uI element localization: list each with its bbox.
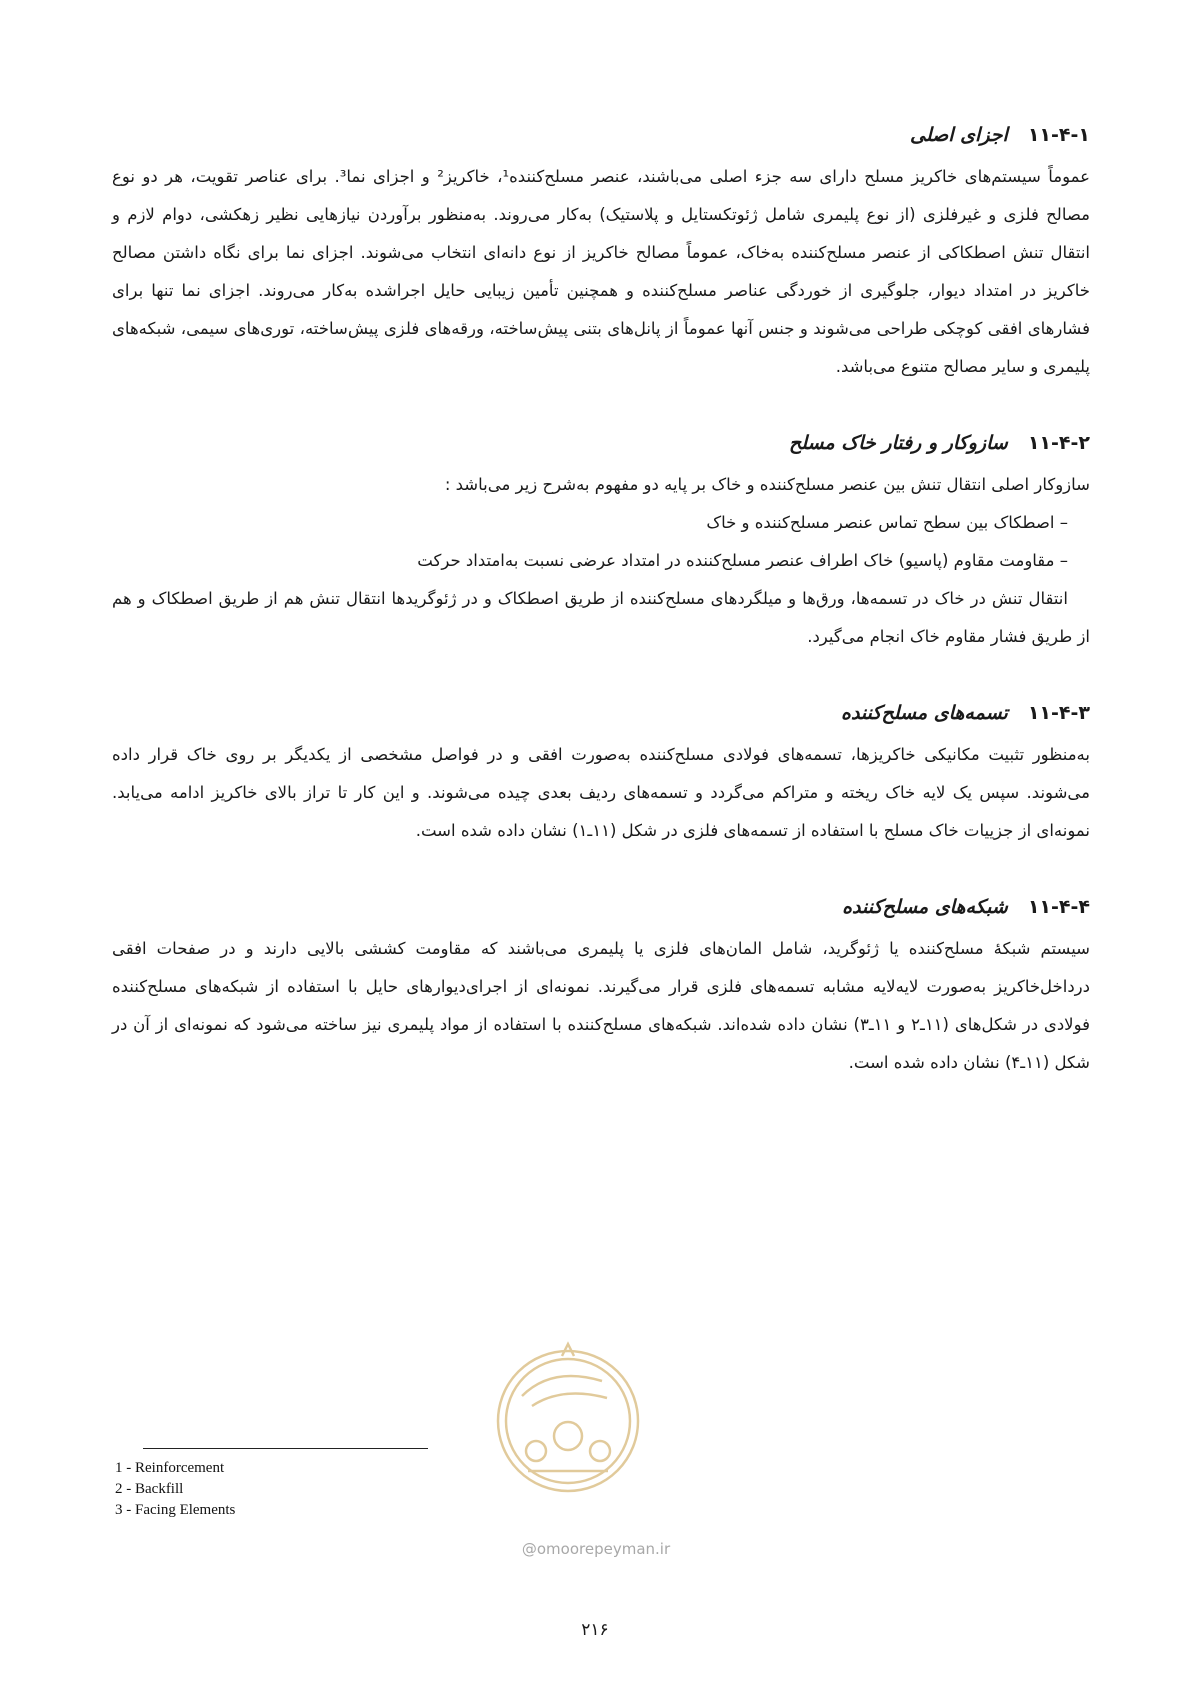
section-number: ۱۱-۴-۱ [1027,124,1090,146]
watermark-logo-icon [492,1326,644,1516]
section-heading [112,890,1090,924]
paragraph: سیستم شبکهٔ مسلح‌کننده یا ژئوگرید، شامل المان‌های فلزی یا پلیمری می‌باشند که مقاومت کششی بالایی دارند و در صفحات افقی درداخل‌خاکریز به‌صورت لایه‌لایه مشابه تسمه‌های فلزی قرار می‌گیرند. نمونه‌ای از اجرای‌دیوارهای حایل با استفاده از شبکه‌های مسلح‌کننده فولادی در شکل‌های (۱۱ـ۲ و ۱۱ـ۳) نشان داده شده‌اند. شبکه‌های مسلح‌کننده با استفاده از مواد پلیمری نیز ساخته می‌شود که نمونه‌ای از آن در شکل (۱۱ـ۴) نشان داده شده است. [112,939,1090,1072]
list-item: – مقاومت مقاوم (پاسیو) خاک اطراف عنصر مسلح‌کننده در امتداد عرضی نسبت به‌امتداد حرکت [417,551,1068,570]
section-reinforcing-grids [112,890,1090,1082]
paragraph-intro: سازوکار اصلی انتقال تنش بین عنصر مسلح‌کننده و خاک بر پایه دو مفهوم به‌شرح زیر می‌باشد : [444,475,1090,494]
section-heading [112,118,1090,152]
footnote-item: 3 - Facing Elements [115,1502,236,1518]
main-content [112,118,1090,1122]
footnotes [115,1458,235,1521]
watermark-caption: @omoorepeyman.ir [521,1540,671,1558]
section-title: اجزای اصلی [910,124,1008,146]
page-number: ۲۱۶ [581,1620,609,1640]
section-number: ۱۱-۴-۲ [1027,432,1090,454]
section-main-components [112,118,1090,386]
footnote-item: 1 - Reinforcement [115,1460,225,1476]
section-heading [112,696,1090,730]
section-heading [112,426,1090,460]
section-number: ۱۱-۴-۳ [1027,702,1090,724]
section-mechanism [112,426,1090,656]
footnote-item: 2 - Backfill [115,1481,184,1497]
paragraph: عموماً سیستم‌های خاکریز مسلح دارای سه جزء اصلی می‌باشند، عنصر مسلح‌کننده¹، خاکریز² و اجزای نما³. برای عناصر تقویت، هر دو نوع مصالح فلزی و غیرفلزی (از نوع پلیمری شامل ژئوتکستایل و پلاستیک) به‌کار می‌روند. به‌منظور برآوردن نیازهایی نظیر زهکشی، دوام لازم و انتقال تنش اصطکاکی از عنصر مسلح‌کننده به‌خاک، عموماً مصالح خاکریز از نوع دانه‌ای انتخاب می‌شوند. اجزای نما برای نگاه داشتن مصالح خاکریز در امتداد دیوار، جلوگیری از خوردگی عناصر مسلح‌کننده و همچنین تأمین زیبایی حایل اجراشده به‌کار می‌روند. اجزای نما تنها برای فشارهای افقی کوچکی طراحی می‌شوند و جنس آنها عموماً از پانل‌های بتنی پیش‌ساخته، ورقه‌های فلزی پیش‌ساخته، توری‌های سیمی، شبکه‌های پلیمری و سایر مصالح متنوع می‌باشد. [112,167,1091,376]
list-item: – اصطکاک بین سطح تماس عنصر مسلح‌کننده و خاک [706,513,1068,532]
section-title: تسمه‌های مسلح‌کننده [841,702,1008,724]
footnote-divider [143,1448,428,1449]
section-number: ۱۱-۴-۴ [1027,896,1090,918]
section-reinforcing-strips [112,696,1090,850]
paragraph: انتقال تنش در خاک در تسمه‌ها، ورق‌ها و میلگردهای مسلح‌کننده از طریق اصطکاک و در ژئوگریدها انتقال تنش هم از طریق اصطکاک و هم از طریق فشار مقاوم خاک انجام می‌گیرد. [112,589,1090,646]
section-title: شبکه‌های مسلح‌کننده [842,896,1008,918]
section-title: سازوکار و رفتار خاک مسلح [788,432,1008,454]
paragraph: به‌منظور تثبیت مکانیکی خاکریزها، تسمه‌های فولادی مسلح‌کننده به‌صورت افقی و در فواصل مشخصی از یکدیگر بر روی خاک قرار داده می‌شوند. سپس یک لایه خاک ریخته و متراکم می‌گردد و تسمه‌های ردیف بعدی چیده می‌شوند. و این کار تا تراز بالای خاکریز ادامه می‌یابد. نمونه‌ای از جزییات خاک مسلح با استفاده از تسمه‌های فلزی در شکل (۱۱ـ۱) نشان داده شده است. [112,745,1090,840]
